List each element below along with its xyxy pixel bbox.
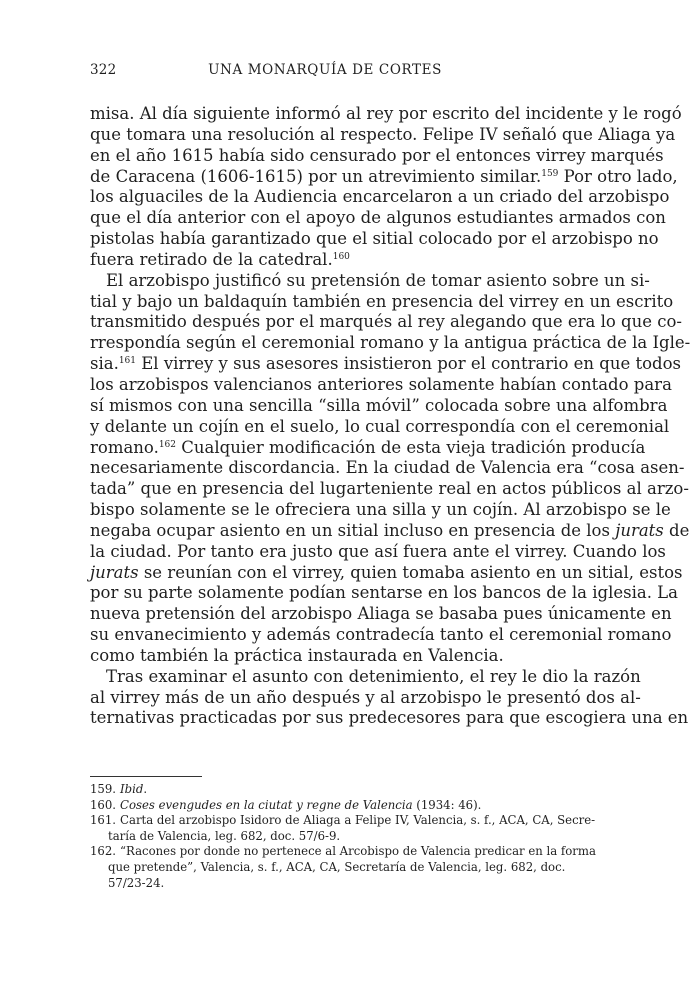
text-line: romano.$^{162}$ Cualquier modificación de esta vieja tradición producía bbox=[90, 437, 646, 457]
text-line: pistolas había garantizado que el sitial colocado por el arzobispo no bbox=[90, 229, 659, 249]
page-number: 322 bbox=[90, 62, 117, 78]
text-line: fuera retirado de la catedral.$^{160}$ bbox=[90, 249, 350, 269]
text-line: Tras examinar el asunto con detenimiento, el rey le dio la razón bbox=[106, 666, 641, 686]
text-line: tial y bajo un baldaquín también en presencia del virrey en un escrito bbox=[90, 291, 674, 311]
text-line: que tomara una resolución al respecto. Felipe IV señaló que Aliaga ya bbox=[90, 124, 676, 144]
footnote-162: 162. “Racones por donde no pertenece al Arcobispo de Valencia predicar en la forma bbox=[90, 844, 596, 859]
footnote-ref: 161 bbox=[118, 356, 137, 367]
text-line: bispo solamente se le ofreciera una silla y un cojín. Al arzobispo se le bbox=[90, 500, 671, 520]
footnote-159: 159. Ibid. bbox=[90, 782, 148, 796]
text-line: ternativas practicadas por sus predecesores para que escogiera una en bbox=[90, 708, 689, 728]
running-title: UNA MONARQUÍA DE CORTES bbox=[208, 62, 442, 78]
footnote-161: 161. Carta del arzobispo Isidoro de Aliaga a Felipe IV, Valencia, s. f., ACA, CA, Secre- bbox=[90, 813, 596, 828]
text-line: por su parte solamente podían sentarse en los bancos de la iglesia. La bbox=[90, 583, 678, 603]
text-line: al virrey más de un año después y al arzobispo le presentó dos al- bbox=[90, 687, 641, 707]
text-line: de Caracena (1606-1615) por un atrevimiento similar.$^{159}$ Por otro lado, bbox=[90, 166, 678, 186]
text-line: negaba ocupar asiento en un sitial incluso en presencia de los jurats de bbox=[90, 520, 690, 540]
text-line: sia.$^{161}$ El virrey y sus asesores insistieron por el contrario en que todos bbox=[90, 354, 681, 374]
text-line: en el año 1615 había sido censurado por el entonces virrey marqués bbox=[90, 145, 664, 165]
text-line: la ciudad. Por tanto era justo que así fuera ante el virrey. Cuando los bbox=[90, 541, 666, 561]
text-line: nueva pretensión del arzobispo Aliaga se basaba pues únicamente en bbox=[90, 604, 672, 624]
text-line: jurats se reunían con el virrey, quien tomaba asiento en un sitial, estos bbox=[90, 562, 683, 582]
footnote-ref: 159 bbox=[541, 168, 559, 179]
text-line: El arzobispo justificó su pretensión de tomar asiento sobre un si- bbox=[106, 270, 650, 290]
text-line: sí mismos con una sencilla “silla móvil” colocada sobre una alfombra bbox=[90, 395, 668, 415]
text-line: como también la práctica instaurada en Valencia. bbox=[90, 645, 504, 665]
text-line: misa. Al día siguiente informó al rey por escrito del incidente y le rogó bbox=[90, 104, 682, 123]
footnote-ref: 162 bbox=[158, 439, 177, 450]
text-line: transmitido después por el marqués al rey alegando que era lo que co- bbox=[90, 312, 682, 332]
footnote-162-cont: que pretende”, Valencia, s. f., ACA, CA, Secretaría de Valencia, leg. 682, doc. bbox=[108, 859, 566, 874]
text-line: los alguaciles de la Audiencia encarcelaron a un criado del arzobispo bbox=[90, 187, 670, 207]
page-header bbox=[90, 62, 560, 82]
text-line: necesariamente discordancia. En la ciudad de Valencia era “cosa asen- bbox=[90, 458, 685, 478]
footnote-ref: 160 bbox=[332, 251, 350, 262]
text-line: que el día anterior con el apoyo de algunos estudiantes armados con bbox=[90, 208, 666, 228]
footnote-162-cont: 57/23-24. bbox=[108, 875, 165, 890]
footnotes bbox=[90, 782, 596, 891]
footnote-160: 160. Coses evengudes en la ciutat y regne de Valencia (1934: 46). bbox=[90, 797, 482, 812]
text-line: y delante un cojín en el suelo, lo cual correspondía con el ceremonial bbox=[90, 416, 670, 436]
text-line: su envanecimiento y además contradecía tanto el ceremonial romano bbox=[90, 625, 672, 645]
text-line: rrespondía según el ceremonial romano y la antigua práctica de la Igle- bbox=[90, 333, 690, 353]
text-line: tada” que en presencia del lugarteniente real en actos públicos al arzo- bbox=[90, 479, 689, 499]
text-line: los arzobispos valencianos anteriores solamente habían contado para bbox=[90, 374, 672, 394]
footnote-separator bbox=[90, 776, 202, 777]
footnote-161-cont: taría de Valencia, leg. 682, doc. 57/6-9. bbox=[108, 828, 341, 843]
body-text bbox=[90, 104, 690, 729]
